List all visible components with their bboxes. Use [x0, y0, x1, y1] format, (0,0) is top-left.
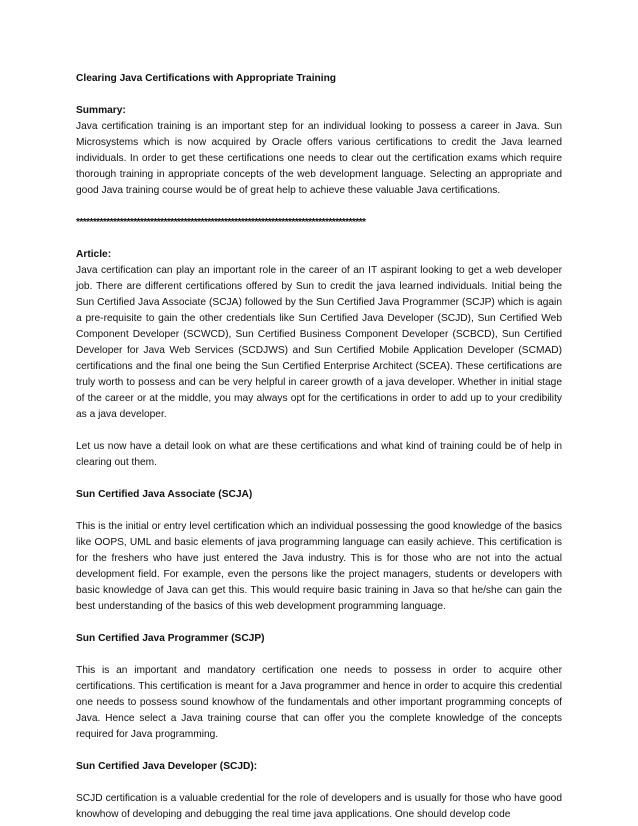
section-text-scjp: This is an important and mandatory certification one needs to possess in order to acquire other certifications. This certification is meant for a Java programmer and hence in order to acquire this credential one needs to possess sound knowhow of the fundamentals and other important programming concepts of Java. Hence select a Java training course that can offer you the complete knowledge of the concepts required for Java programming. — [76, 665, 562, 740]
document-title: Clearing Java Certifications with Appropriate Training — [76, 73, 337, 84]
section-heading-scjp: Sun Certified Java Programmer (SCJP) — [76, 633, 265, 644]
summary-text: Java certification training is an important step for an individual looking to possess a career in Java. Sun Microsystems which is now acquired by Oracle offers various certifications to credit the Java learned individuals. In order to get these certifications one needs to clear out the certification exams which require thorough training in appropriate concepts of the web development language. Selecting an appropriate and good Java training course would be of great help to achieve these valuable Java certifications. — [76, 121, 562, 196]
article-label: Article: — [76, 249, 112, 260]
document-body — [76, 71, 562, 823]
article-paragraph-1: Java certification can play an important role in the career of an IT aspirant looking to get a web developer job. There are different certifications offered by Sun to credit the java learned individuals. Initial being the Sun Certified Java Associate (SCJA) followed by the Sun Certified Java Programmer (SCJP) which is again a pre-requisite to gain the other credentials like Sun Certified Java Developer (SCJD), Sun Certified Web Component Developer (SCWCD), Sun Certified Business Component Developer (SCBCD), Sun Certified Developer for Java Web Services (SCDJWS) and Sun Certified Mobile Application Developer (SCMAD) certifications and the final one being the Sun Certified Enterprise Architect (SCEA). These certifications are truly worth to possess and can be very helpful in career growth of a java developer. Whether in initial stage of the career or at the middle, you may always opt for the certifications in order to add up to your credibility as a java developer. — [76, 265, 562, 420]
summary-label: Summary: — [76, 105, 126, 116]
section-text-scjd: SCJD certification is a valuable credential for the role of developers and is usually for those who have good knowhow of developing and debugging the real time java applications. One should develop code — [76, 793, 562, 820]
separator-line: ************************************************************************************** — [76, 217, 366, 228]
article-paragraph-2: Let us now have a detail look on what are these certifications and what kind of training could be of help in clearing out them. — [76, 441, 562, 468]
section-heading-scjd: Sun Certified Java Developer (SCJD): — [76, 761, 258, 772]
section-heading-scja: Sun Certified Java Associate (SCJA) — [76, 489, 253, 500]
section-text-scja: This is the initial or entry level certification which an individual possessing the good knowledge of the basics like OOPS, UML and basic elements of java programming language can easily achieve. This certification is for the freshers who have just entered the Java industry. This is for those who are not into the actual development field. For example, even the persons like the project managers, students or developers with basic knowledge of Java can get this. This would require basic training in Java so that he/she can gain the best understanding of the basics of this web development programming language. — [76, 521, 562, 612]
